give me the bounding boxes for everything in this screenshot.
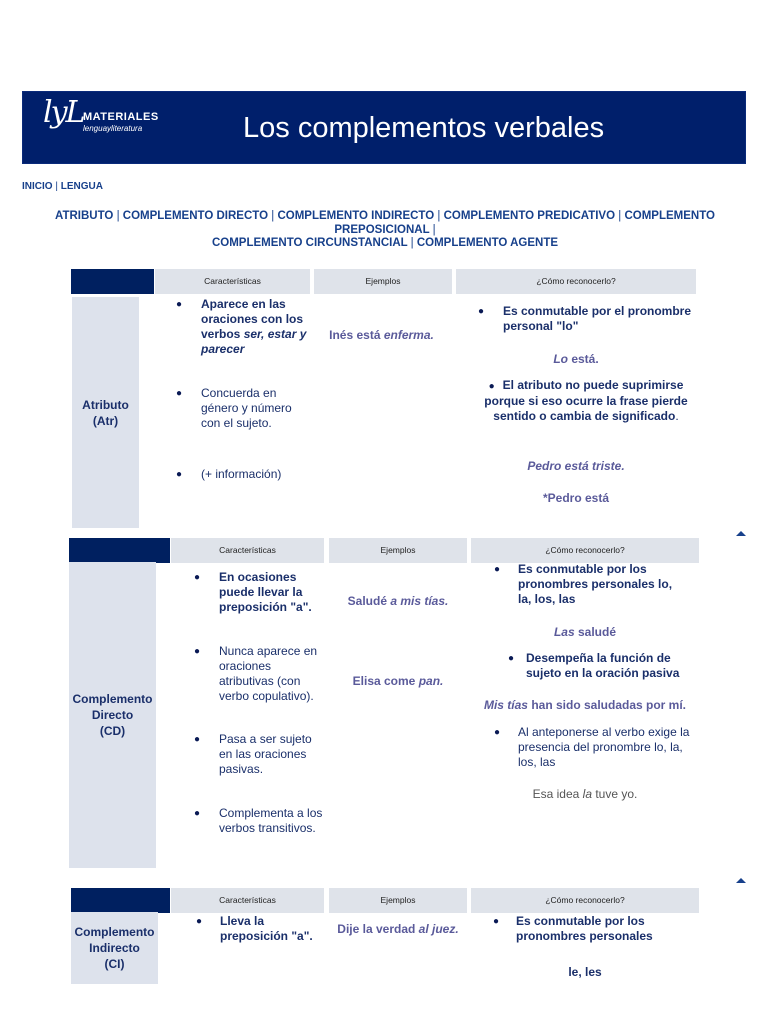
header-como: ¿Cómo reconocerlo?	[471, 888, 699, 913]
breadcrumb-inicio-link[interactable]: INICIO	[22, 181, 53, 192]
header-como: ¿Cómo reconocerlo?	[456, 269, 696, 294]
logo-title: MATERIALES	[83, 111, 159, 123]
nav-ci-link[interactable]: COMPLEMENTO INDIRECTO	[277, 210, 435, 222]
atributo-recognize-2-example-1	[456, 459, 696, 474]
feature-text: Aparece en las oraciones con los verbos	[201, 297, 304, 341]
bullet-icon: ●	[194, 646, 201, 657]
nav-separator: |	[618, 210, 622, 222]
example-text: saludé	[574, 625, 617, 639]
cd-feature-2: Nunca aparece en oraciones atributivas (con verbo copulativo).	[219, 644, 318, 703]
example-text: Esa idea	[532, 787, 583, 801]
bullet-icon: ●	[176, 299, 183, 310]
header-caracteristicas: Características	[155, 269, 310, 294]
cd-recognize-2-example	[471, 698, 699, 713]
nav-separator: |	[410, 237, 414, 249]
example-text-italic: la	[582, 787, 593, 801]
cd-recognize-3-example	[471, 787, 699, 802]
atributo-recognize-2-example-2: *Pedro está	[542, 491, 610, 505]
atributo-feature-1	[201, 297, 313, 357]
example-text-italic: Las	[553, 625, 575, 639]
row-label-line: Complemento	[72, 692, 153, 706]
row-label-line: Indirecto	[89, 941, 140, 955]
header-corner	[71, 269, 154, 294]
header-corner	[69, 538, 170, 563]
nav-cpred-link[interactable]: COMPLEMENTO PREDICATIVO	[443, 210, 616, 222]
example-text: Inés está	[329, 328, 384, 342]
header-banner	[22, 91, 746, 164]
example-text: tuve yo.	[592, 787, 638, 801]
atributo-feature-2: Concuerda en género y número con el sujeto.	[201, 386, 292, 430]
bullet-icon: ●	[176, 388, 183, 399]
example-text-italic: a mis tías.	[390, 594, 449, 608]
example-text: Saludé	[347, 594, 391, 608]
logo-mark: lyL	[43, 95, 84, 130]
row-label-atributo	[72, 297, 139, 528]
bullet-icon: ●	[493, 916, 500, 927]
atributo-example-1	[314, 328, 449, 343]
bullet-icon: ●	[176, 469, 183, 480]
nav-cprep-link[interactable]: COMPLEMENTO PREPOSICIONAL	[334, 210, 715, 236]
bullet-icon: ●	[194, 808, 201, 819]
atributo-recognize-1-example	[456, 352, 696, 367]
breadcrumb-lengua-link[interactable]: LENGUA	[60, 181, 103, 192]
row-label-line: (Atr)	[92, 413, 119, 428]
logo-subtitle: lenguayliteratura	[83, 124, 143, 133]
atributo-recognize-2	[476, 378, 696, 424]
bullet-icon: ●	[488, 381, 495, 392]
header-corner	[71, 888, 170, 913]
ci-feature-1: Lleva la preposición "a".	[220, 914, 313, 943]
cd-recognize-1: Es conmutable por los pronombres personales lo, la, los, las	[518, 562, 673, 606]
nav-atributo-link[interactable]: ATRIBUTO	[55, 210, 114, 222]
cd-feature-1: En ocasiones puede llevar la preposición "a".	[219, 570, 312, 614]
row-label-line: (CI)	[104, 957, 125, 971]
header-caracteristicas: Características	[171, 888, 324, 913]
header-caracteristicas: Características	[171, 538, 324, 563]
nav-cd-link[interactable]: COMPLEMENTO DIRECTO	[122, 210, 269, 222]
bullet-icon: ●	[508, 653, 515, 664]
header-ejemplos: Ejemplos	[314, 269, 452, 294]
back-to-top-arrow-icon[interactable]	[736, 531, 746, 536]
row-label-line: Directo	[91, 708, 134, 722]
cd-recognize-2: Desempeña la función de sujeto en la oración pasiva	[526, 651, 680, 680]
nav-separator: |	[432, 223, 436, 236]
cd-example-2	[329, 674, 467, 689]
cd-feature-3: Pasa a ser sujeto en las oraciones pasivas.	[219, 732, 312, 776]
header-ejemplos: Ejemplos	[329, 538, 467, 563]
cd-recognize-1-example	[471, 625, 699, 640]
ci-recognize-1: Es conmutable por los pronombres personales	[516, 914, 653, 943]
header-como: ¿Cómo reconocerlo?	[471, 538, 699, 563]
nav-separator: |	[437, 210, 441, 222]
example-text-italic: al juez.	[418, 922, 459, 936]
example-text-italic: enferma.	[383, 328, 434, 342]
recognize-text: El atributo no puede suprimirse porque si eso ocurre la frase pierde sentido o cambia de significado	[484, 378, 688, 423]
ci-recognize-1-example: le, les	[568, 965, 602, 979]
example-text-italic: Lo	[553, 352, 568, 366]
atributo-more-info-link[interactable]: (+ información)	[201, 467, 282, 481]
back-to-top-arrow-icon[interactable]	[736, 878, 746, 883]
section-nav	[40, 210, 730, 251]
example-text: Elisa come	[352, 674, 419, 688]
bullet-icon: ●	[494, 727, 501, 738]
bullet-icon: ●	[194, 734, 201, 745]
row-label-line: Atributo	[82, 397, 129, 412]
row-label-line: (CD)	[99, 724, 126, 738]
example-text: han sido saludadas por mí.	[527, 698, 687, 712]
ci-example-1	[329, 922, 467, 937]
example-text: está.	[567, 352, 599, 366]
nav-cc-link[interactable]: COMPLEMENTO CIRCUNSTANCIAL	[211, 237, 408, 249]
bullet-icon: ●	[196, 916, 203, 927]
atributo-recognize-1: Es conmutable por el pronombre personal "lo"	[503, 304, 692, 333]
bullet-icon: ●	[478, 306, 485, 317]
header-ejemplos: Ejemplos	[329, 888, 467, 913]
cd-feature-4: Complementa a los verbos transitivos.	[219, 806, 323, 835]
row-label-ci	[71, 912, 158, 984]
page-title: Los complementos verbales	[243, 112, 605, 144]
example-text-italic: pan.	[418, 674, 444, 688]
breadcrumb-separator: |	[55, 181, 58, 192]
example-text: Dije la verdad	[337, 922, 419, 936]
row-label-line: Complemento	[74, 925, 155, 939]
nav-cag-link[interactable]: COMPLEMENTO AGENTE	[416, 237, 559, 249]
cd-example-1	[329, 594, 467, 609]
bullet-icon: ●	[494, 564, 501, 575]
nav-separator: |	[116, 210, 120, 222]
example-text-italic: Pedro está triste.	[527, 459, 625, 473]
example-text-italic: Mis tías	[483, 698, 528, 712]
feature-text-italic: ser, estar y parecer	[201, 327, 307, 356]
row-label-cd	[69, 562, 156, 868]
breadcrumb	[22, 181, 103, 192]
nav-separator: |	[271, 210, 275, 222]
bullet-icon: ●	[194, 572, 201, 583]
cd-recognize-3: Al anteponerse al verbo exige la presencia del pronombre lo, la, los, las	[518, 725, 690, 769]
recognize-text: .	[675, 409, 679, 423]
